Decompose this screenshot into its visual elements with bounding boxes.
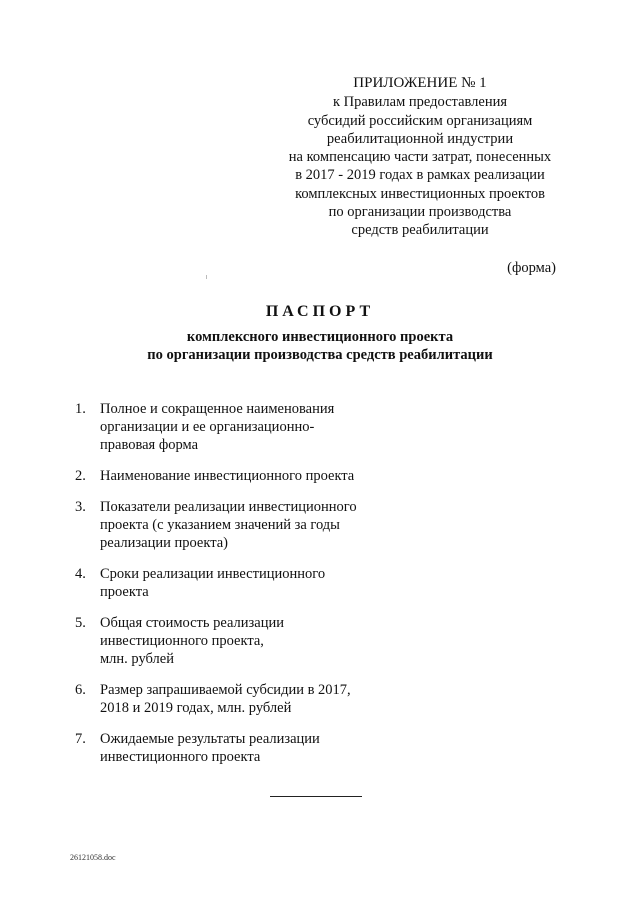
item-number: 2. <box>75 468 86 484</box>
appendix-line: субсидий российским организациям <box>307 112 533 129</box>
appendix-line: на компенсацию части затрат, понесенных <box>288 149 552 166</box>
item-text-line: инвестиционного проекта <box>100 749 261 765</box>
list-item <box>70 565 390 601</box>
list-item <box>70 614 390 668</box>
item-text-line: проекта <box>100 584 149 600</box>
passport-title: ПАСПОРТ <box>265 303 375 320</box>
list-item <box>70 467 390 485</box>
passport-subtitle-line: комплексного инвестиционного проекта <box>186 329 454 345</box>
appendix-line: по организации производства <box>328 204 512 221</box>
list-item <box>70 730 390 766</box>
item-text-line: Полное и сокращенное наименования <box>100 401 335 417</box>
appendix-line: средств реабилитации <box>351 222 489 239</box>
scan-speck <box>206 275 207 279</box>
form-label: (форма) <box>507 260 556 276</box>
appendix-line: к Правилам предоставления <box>332 94 508 111</box>
item-text-line: Наименование инвестиционного проекта <box>100 468 355 484</box>
passport-subtitle-line: по организации производства средств реабилитации <box>147 347 493 363</box>
item-number: 4. <box>75 566 86 582</box>
item-number: 1. <box>75 401 86 417</box>
item-text-line: Показатели реализации инвестиционного <box>100 499 357 515</box>
appendix-heading: ПРИЛОЖЕНИЕ № 1 <box>353 75 487 91</box>
item-text-line: 2018 и 2019 годах, млн. рублей <box>100 700 292 716</box>
item-text-line: Общая стоимость реализации <box>100 615 284 631</box>
item-text-line: правовая форма <box>100 437 199 453</box>
item-text-line: Ожидаемые результаты реализации <box>100 731 320 747</box>
list-item <box>70 498 390 552</box>
passport-items-list <box>70 400 390 779</box>
item-text-line: инвестиционного проекта, <box>100 633 264 649</box>
item-text-line: Сроки реализации инвестиционного <box>100 566 326 582</box>
appendix-block <box>270 74 570 240</box>
appendix-line: реабилитационной индустрии <box>326 130 514 147</box>
passport-subtitle <box>0 328 640 364</box>
item-text-line: млн. рублей <box>100 651 174 667</box>
item-number: 6. <box>75 682 86 698</box>
item-text-line: реализации проекта) <box>100 535 228 551</box>
appendix-line: комплексных инвестиционных проектов <box>295 185 545 202</box>
document-file-code: 26121058.doc <box>70 853 116 862</box>
item-text-line: Размер запрашиваемой субсидии в 2017, <box>100 682 351 698</box>
item-text-line: организации и ее организационно- <box>100 419 315 435</box>
item-number: 7. <box>75 731 86 747</box>
item-number: 5. <box>75 615 86 631</box>
appendix-line: в 2017 - 2019 годах в рамках реализации <box>295 167 545 184</box>
item-number: 3. <box>75 499 86 515</box>
item-text-line: проекта (с указанием значений за годы <box>100 517 340 533</box>
end-divider <box>270 796 362 797</box>
list-item <box>70 400 390 454</box>
list-item <box>70 681 390 717</box>
